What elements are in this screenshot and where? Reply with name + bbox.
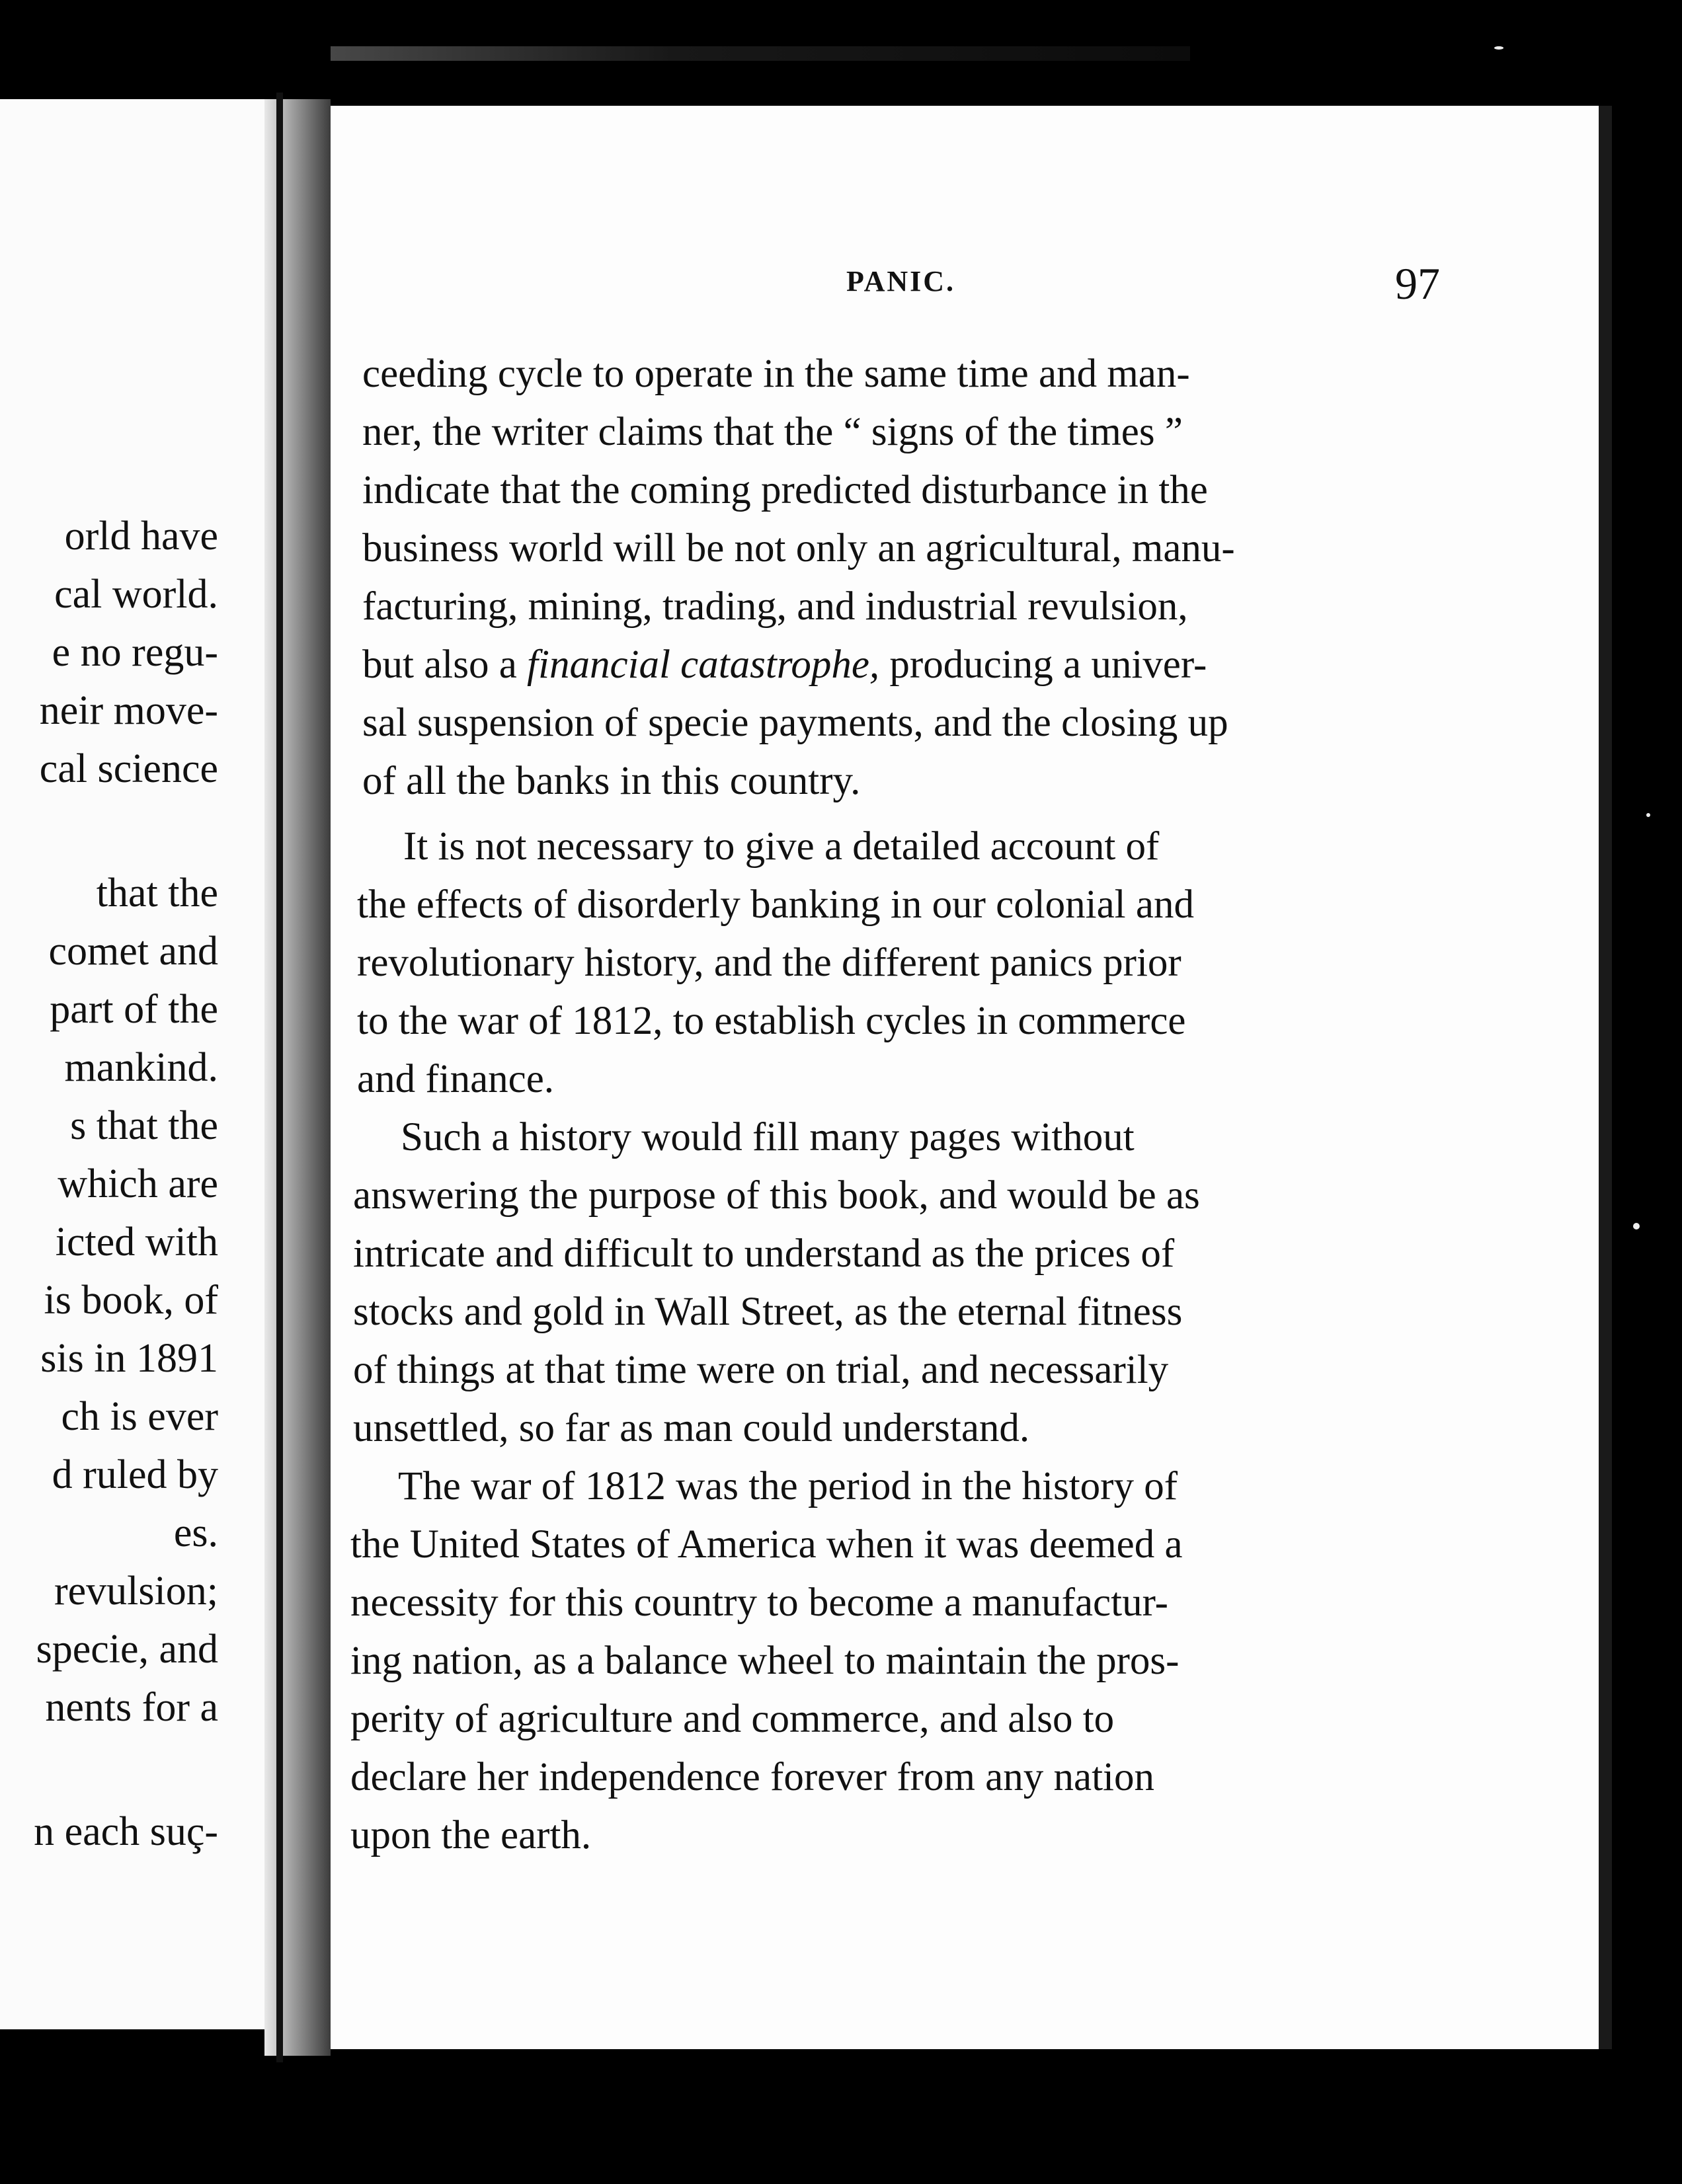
body-text-line: ing nation, as a balance wheel to maintain the pros-	[350, 1639, 1180, 1683]
scan-speck	[1646, 813, 1650, 817]
left-text-line: s that the	[70, 1103, 218, 1148]
left-text-line: d ruled by	[52, 1452, 218, 1497]
body-text-line: stocks and gold in Wall Street, as the eternal fitness	[353, 1290, 1183, 1334]
body-text-line: to the war of 1812, to establish cycles in commerce	[357, 999, 1186, 1043]
body-text-line: sal suspension of specie payments, and the closing up	[362, 701, 1228, 745]
page-right-edge	[1599, 106, 1612, 2049]
body-text-line: of things at that time were on trial, and necessarily	[353, 1348, 1169, 1392]
body-text-line: of all the banks in this country.	[362, 759, 861, 803]
left-text-line: es.	[173, 1510, 218, 1555]
left-text-line: cal science	[39, 746, 218, 791]
left-text-line: neir move-	[39, 688, 218, 733]
left-text-line: is book, of	[44, 1278, 218, 1323]
body-text-line: indicate that the coming predicted disturbance in the	[362, 468, 1208, 512]
left-text-line: comet and	[48, 929, 218, 974]
left-text-line: orld have	[64, 514, 218, 559]
body-text-line-with-italic	[362, 644, 1207, 685]
body-text-line: ner, the writer claims that the “ signs of the times ”	[362, 410, 1183, 454]
body-text-line: business world will be not only an agricultural, manu-	[362, 526, 1235, 570]
running-head: PANIC.	[846, 265, 956, 297]
left-text-line: n each suç-	[34, 1809, 218, 1854]
text-run: but also a	[362, 643, 528, 687]
left-text-line: that the	[96, 871, 218, 916]
body-text-line: unsettled, so far as man could understand.	[353, 1406, 1030, 1450]
body-text-line: and finance.	[357, 1057, 555, 1101]
body-text-line: revolutionary history, and the different panics prior	[357, 941, 1181, 985]
left-text-line: ch is ever	[61, 1394, 218, 1439]
body-text-line: It is not necessary to give a detailed account of	[403, 824, 1160, 869]
scan-speck	[1633, 1223, 1640, 1229]
body-text-line: declare her independence forever from any nation	[350, 1755, 1154, 1799]
left-text-line: which are	[58, 1161, 218, 1206]
left-text-line: nents for a	[45, 1685, 218, 1730]
left-text-line: specie, and	[36, 1627, 218, 1672]
scan-speck	[1494, 46, 1503, 50]
body-text-line: necessity for this country to become a manufactur-	[350, 1580, 1168, 1625]
body-text-line: upon the earth.	[350, 1813, 592, 1857]
body-text-line: the effects of disorderly banking in our colonial and	[357, 882, 1194, 927]
body-text-line: Such a history would fill many pages without	[401, 1115, 1135, 1159]
left-text-line: revulsion;	[54, 1569, 218, 1614]
text-run: producing a univer-	[879, 643, 1207, 687]
book-gutter	[264, 99, 331, 2056]
body-text-line: the United States of America when it was deemed a	[350, 1522, 1183, 1567]
left-text-line: part of the	[50, 987, 218, 1032]
page-number: 97	[1395, 258, 1440, 309]
body-text-line: answering the purpose of this book, and would be as	[353, 1173, 1200, 1218]
body-text-line: perity of agriculture and commerce, and also to	[350, 1697, 1115, 1741]
left-text-line: sis in 1891	[40, 1336, 218, 1381]
body-text-line: ceeding cycle to operate in the same time and man-	[362, 352, 1190, 396]
body-text-line: The war of 1812 was the period in the history of	[398, 1464, 1178, 1508]
body-text-line: facturing, mining, trading, and industrial revulsion,	[362, 584, 1188, 629]
left-text-line: cal world.	[54, 572, 218, 617]
italic-phrase: financial catastrophe,	[527, 643, 880, 687]
body-text-line: intricate and difficult to understand as the prices of	[353, 1231, 1175, 1276]
left-facing-page	[0, 99, 264, 2029]
scan-smudge	[331, 46, 1190, 61]
left-text-line: icted with	[55, 1220, 218, 1265]
gutter-edge	[276, 93, 283, 2062]
left-text-line: mankind.	[64, 1045, 218, 1090]
left-text-line: e no regu-	[52, 630, 218, 675]
